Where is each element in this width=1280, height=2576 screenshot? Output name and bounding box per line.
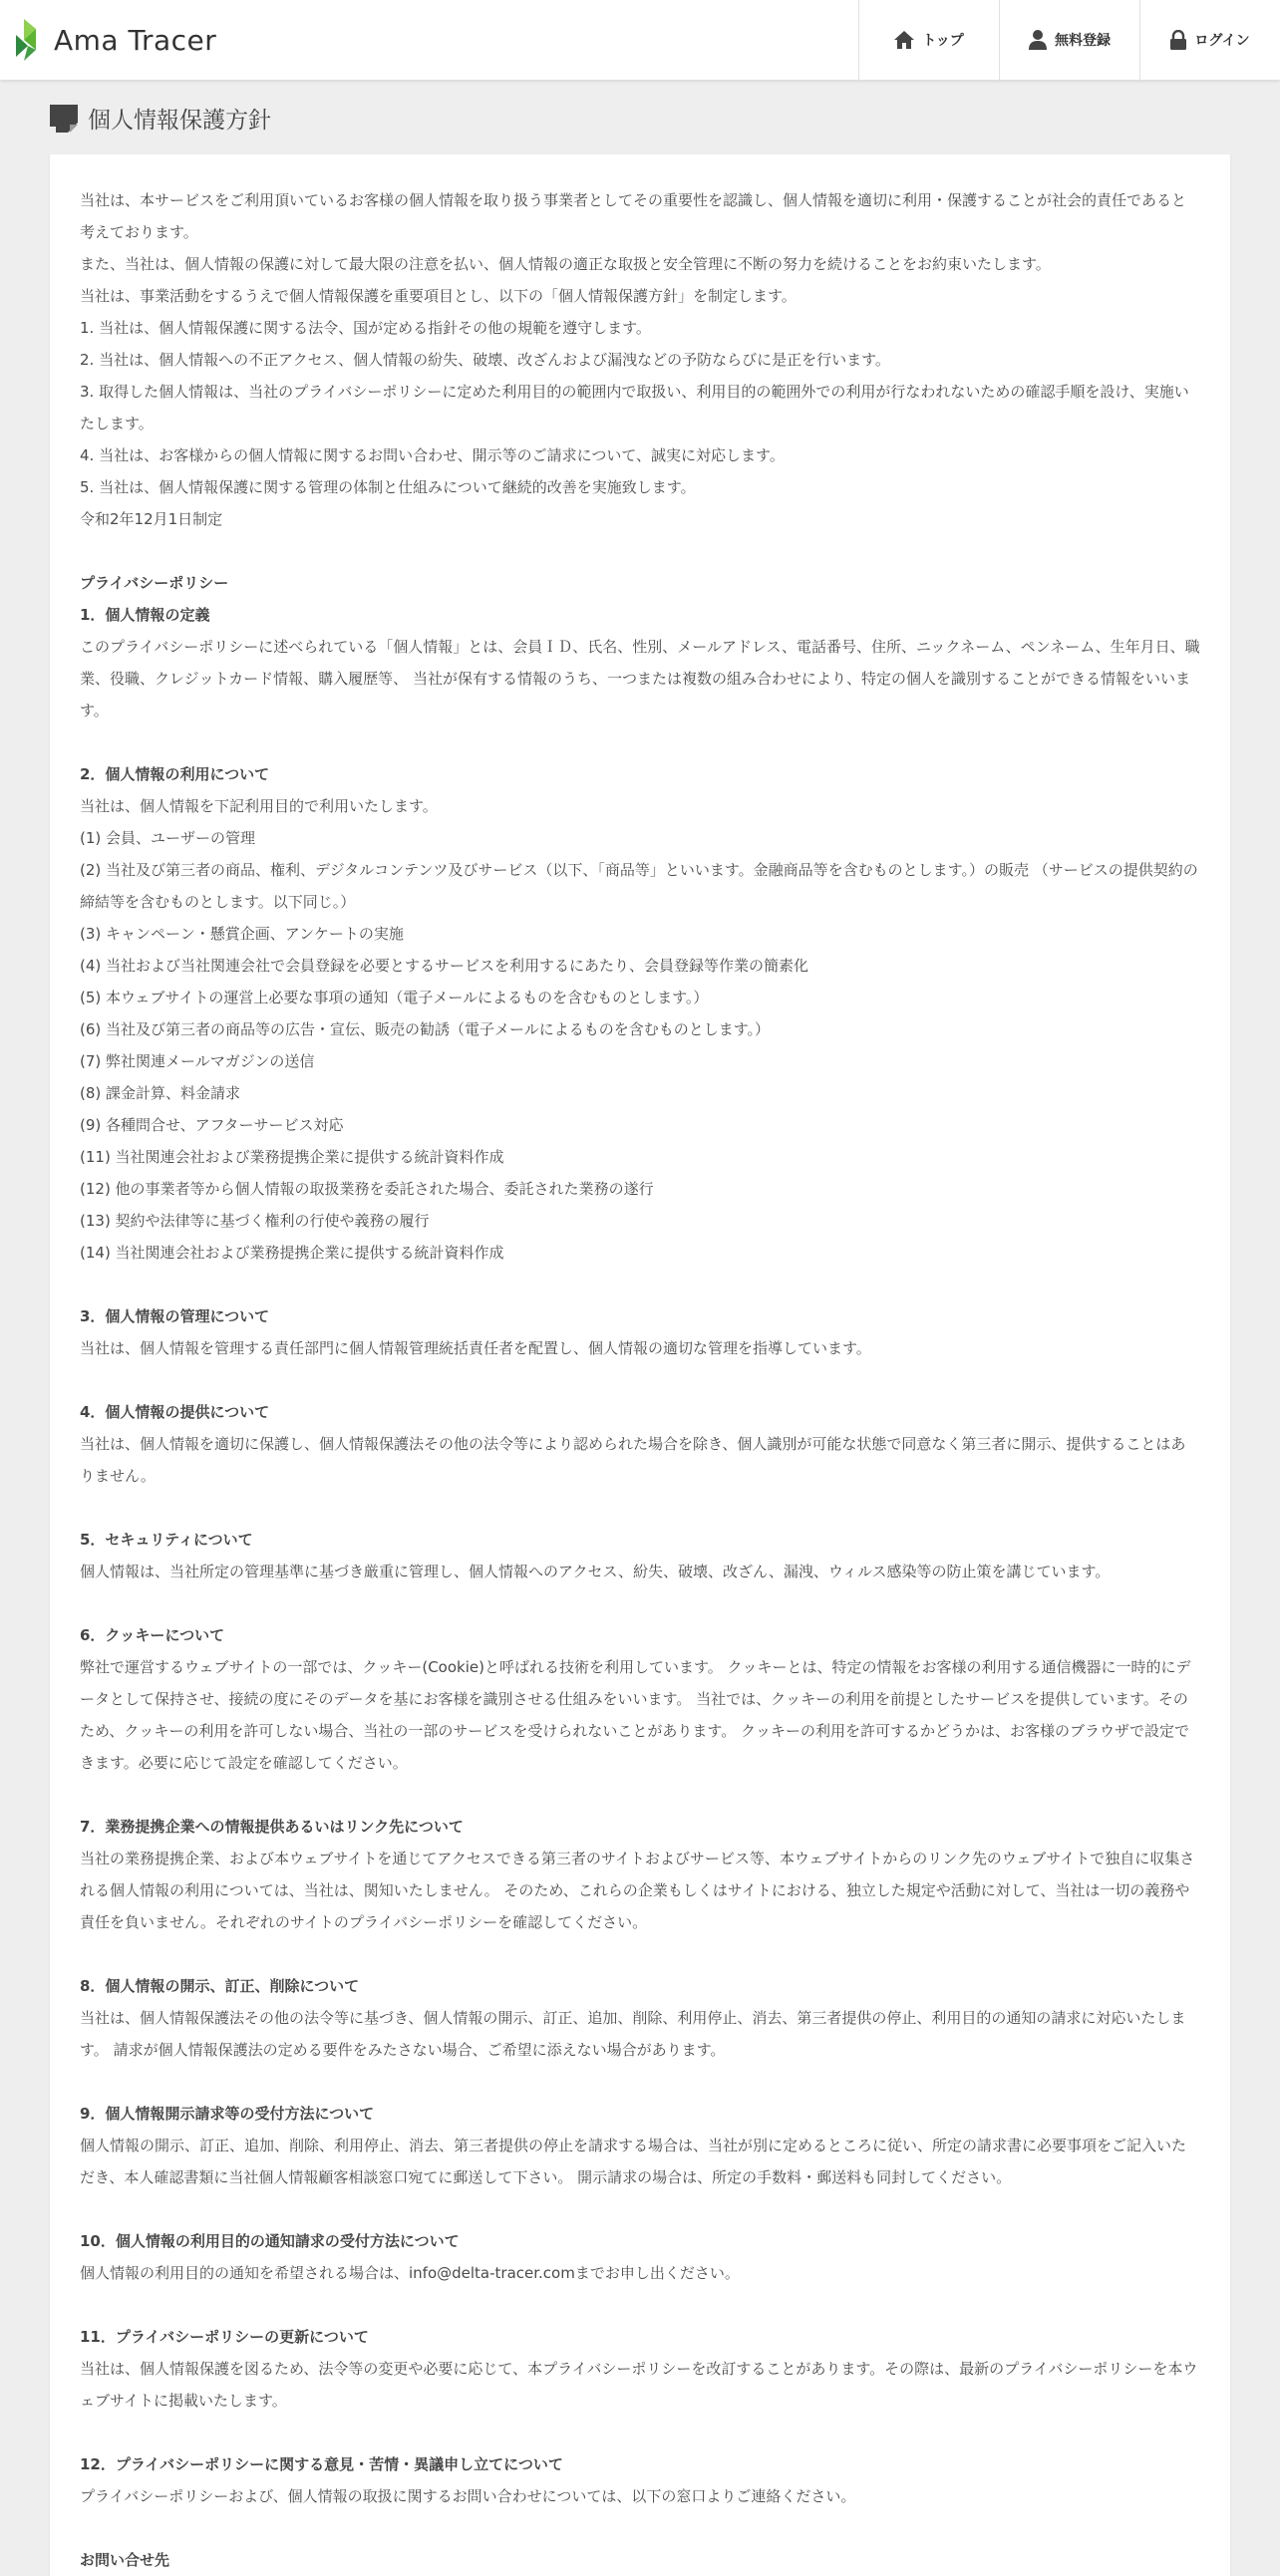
section-spacer (80, 2066, 1200, 2098)
section-spacer (80, 1492, 1200, 1524)
section-heading: 4．個人情報の提供について (80, 1403, 270, 1421)
section-heading: 6．クッキーについて (80, 1626, 225, 1644)
section-paragraph: 個人情報は、当社所定の管理基準に基づき厳重に管理し、個人情報へのアクセス、紛失、破壊、改ざん、漏洩、ウィルス感染等の防止策を講じています。 (80, 1563, 1111, 1580)
section-heading: 9．個人情報開示請求等の受付方法について (80, 2105, 375, 2123)
nav-register-label: 無料登録 (1055, 33, 1111, 49)
section-spacer (80, 1269, 1200, 1300)
section-paragraph: (2) 当社及び第三者の商品、権利、デジタルコンテンツ及びサービス（以下、「商品等」といいます。金融商品等を含むものとします。）の販売 （サービスの提供契約の締結等を含むものとします。以下同じ。） (80, 861, 1198, 911)
nav-top-button[interactable] (858, 0, 999, 80)
section-paragraph: (12) 他の事業者等から個人情報の取扱業務を委託された場合、委託された業務の遂行 (80, 1180, 654, 1198)
intro-paragraph: 4. 当社は、お客様からの個人情報に関するお問い合わせ、開示等のご請求について、誠実に対応します。 (80, 446, 785, 464)
section-paragraph: (14) 当社関連会社および業務提携企業に提供する統計資料作成 (80, 1244, 504, 1262)
section-spacer (80, 2512, 1200, 2544)
contact-heading: お問い合せ先 (80, 2551, 170, 2569)
page-title (50, 102, 271, 135)
section-heading: 10．個人情報の利用目的の通知請求の受付方法について (80, 2232, 460, 2250)
section-heading: 7．業務提携企業への情報提供あるいはリンク先について (80, 1818, 464, 1836)
intro-paragraph: 2. 当社は、個人情報への不正アクセス、個人情報の紛失、破壊、改ざんおよび漏洩などの予防ならびに是正を行います。 (80, 351, 890, 369)
section-paragraph: このプライバシーポリシーに述べられている「個人情報」とは、会員ＩＤ、氏名、性別、メールアドレス、電話番号、住所、ニックネーム、ペンネーム、生年月日、職業、役職、クレジットカード情報、購入履歴等、 当社が保有する情報のうち、一つまたは複数の組み合わせにより、特定の個人を識別することができる情報をいいます。 (80, 638, 1200, 719)
section-spacer (80, 1938, 1200, 1970)
section-heading: 11．プライバシーポリシーの更新について (80, 2328, 369, 2346)
section-spacer (80, 2289, 1200, 2321)
section-paragraph: (3) キャンペーン・懸賞企画、アンケートの実施 (80, 925, 404, 943)
section-paragraph: (8) 課金計算、料金請求 (80, 1084, 241, 1102)
section-heading: 12．プライバシーポリシーに関する意見・苦情・異議申し立てについて (80, 2455, 563, 2473)
section-paragraph: 当社は、個人情報保護法その他の法令等に基づき、個人情報の開示、訂正、追加、削除、利用停止、消去、第三者提供の停止、利用目的の通知の請求に対応いたします。 請求が個人情報保護法の定める要件をみたさない場合、ご希望に添えない場合があります。 (80, 2009, 1186, 2059)
intro-paragraph: 当社は、事業活動をするうえで個人情報保護を重要項目とし、以下の「個人情報保護方針」を制定します。 (80, 287, 797, 305)
section-paragraph: 当社は、個人情報を管理する責任部門に個人情報管理統括責任者を配置し、個人情報の適切な管理を指導しています。 (80, 1339, 871, 1357)
intro-paragraph: 3. 取得した個人情報は、当社のプライバシーポリシーに定めた利用目的の範囲内で取扱い、利用目的の範囲外での利用が行なわれないための確認手順を設け、実施いたします。 (80, 383, 1189, 432)
section-paragraph: 個人情報の開示、訂正、追加、削除、利用停止、消去、第三者提供の停止を請求する場合は、当社が別に定めるところに従い、所定の請求書に必要事項をご記入いただき、本人確認書類に当社個人情報顧客相談窓口宛てに郵送して下さい。 開示請求の場合は、所定の手数料・郵送料も同封してください。 (80, 2137, 1187, 2186)
nav-register-button[interactable] (999, 0, 1139, 80)
nav-top-label: トップ (922, 33, 964, 49)
section-paragraph: プライバシーポリシーおよび、個人情報の取扱に関するお問い合わせについては、以下の窓口よりご連絡ください。 (80, 2487, 856, 2505)
section-spacer (80, 535, 1200, 567)
intro-paragraph: 令和2年12月1日制定 (80, 510, 223, 528)
home-icon (894, 31, 914, 49)
intro-paragraph: また、当社は、個人情報の保護に対して最大限の注意を払い、個人情報の適正な取扱と安全管理に不断の努力を続けることをお約束いたします。 (80, 255, 1051, 273)
section-heading: 1．個人情報の定義 (80, 606, 210, 624)
section-spacer (80, 1364, 1200, 1396)
section-paragraph: (11) 当社関連会社および業務提携企業に提供する統計資料作成 (80, 1148, 504, 1166)
section-spacer (80, 2193, 1200, 2225)
section-paragraph: (4) 当社および当社関連会社で会員登録を必要とするサービスを利用するにあたり、会員登録等作業の簡素化 (80, 957, 809, 975)
section-paragraph: 個人情報の利用目的の通知を希望される場合は、info@delta-tracer.comまでお申し出ください。 (80, 2264, 740, 2282)
section-paragraph: (7) 弊社関連メールマガジンの送信 (80, 1052, 315, 1070)
section-heading: 5．セキュリティについて (80, 1531, 253, 1549)
section-paragraph: 当社は、個人情報を下記利用目的で利用いたします。 (80, 797, 438, 815)
nav-login-label: ログイン (1194, 33, 1250, 49)
logo-icon (16, 19, 46, 61)
section-spacer (80, 726, 1200, 758)
section-paragraph: 当社は、個人情報保護を図るため、法令等の変更や必要に応じて、本プライバシーポリシーを改訂することがあります。その際は、最新のプライバシーポリシーを本ウェブサイトに掲載いたします。 (80, 2360, 1198, 2410)
section-heading: 3．個人情報の管理について (80, 1307, 270, 1325)
section-heading: 8．個人情報の開示、訂正、削除について (80, 1977, 360, 1995)
section-paragraph: (6) 当社及び第三者の商品等の広告・宣伝、販売の勧誘（電子メールによるものを含むものとします。） (80, 1020, 771, 1038)
document-icon (50, 105, 78, 133)
app-logo[interactable] (16, 19, 216, 61)
page-title-text: 個人情報保護方針 (88, 108, 271, 134)
section-spacer (80, 1587, 1200, 1619)
header (0, 0, 1280, 80)
app-name: Ama Tracer (54, 23, 217, 57)
user-icon (1029, 30, 1047, 50)
section-paragraph: 当社の業務提携企業、および本ウェブサイトを通じてアクセスできる第三者のサイトおよびサービス等、本ウェブサイトからのリンク先のウェブサイトで独自に収集される個人情報の利用については、当社は、関知いたしません。 そのため、これらの企業もしくはサイトにおける、独立した規定や活動に対して、当社は一切の義務や責任を負いません。それぞれのサイトのプライバシーポリシーを確認してください。 (80, 1850, 1195, 1931)
policy-title: プライバシーポリシー (80, 574, 229, 592)
top-nav (858, 0, 1280, 80)
section-paragraph: (1) 会員、ユーザーの管理 (80, 829, 256, 847)
section-paragraph: (13) 契約や法律等に基づく権利の行使や義務の履行 (80, 1212, 430, 1230)
nav-login-button[interactable] (1139, 0, 1280, 80)
section-paragraph: 弊社で運営するウェブサイトの一部では、クッキー(Cookie)と呼ばれる技術を利用しています。 クッキーとは、特定の情報をお客様の利用する通信機器に一時的にデータとして保持させ、接続の度にそのデータを基にお客様を識別させる仕組みをいいます。 当社では、クッキーの利用を前提としたサービスを提供しています。そのため、クッキーの利用を許可しない場合、当社の一部のサービスを受けられないことがあります。 クッキーの利用を許可するかどうかは、お客様のブラウザで設定できます。必要に応じて設定を確認してください。 (80, 1658, 1191, 1772)
policy-content (80, 184, 1200, 2576)
section-spacer (80, 1779, 1200, 1811)
lock-icon (1170, 30, 1186, 50)
section-paragraph: 当社は、個人情報を適切に保護し、個人情報保護法その他の法令等により認められた場合を除き、個人識別が可能な状態で同意なく第三者に開示、提供することはありません。 (80, 1435, 1186, 1485)
section-paragraph: (5) 本ウェブサイトの運営上必要な事項の通知（電子メールによるものを含むものとします。） (80, 989, 709, 1006)
intro-paragraph: 5. 当社は、個人情報保護に関する管理の体制と仕組みについて継続的改善を実施致します。 (80, 478, 696, 496)
section-heading: 2．個人情報の利用について (80, 765, 270, 783)
intro-paragraph: 当社は、本サービスをご利用頂いているお客様の個人情報を取り扱う事業者としてその重要性を認識し、個人情報を適切に利用・保護することが社会的責任であると考えております。 (80, 191, 1187, 241)
section-paragraph: (9) 各種問合せ、アフターサービス対応 (80, 1116, 344, 1134)
policy-card (50, 154, 1230, 2576)
intro-paragraph: 1. 当社は、個人情報保護に関する法令、国が定める指針その他の規範を遵守します。 (80, 319, 651, 337)
section-spacer (80, 2417, 1200, 2448)
